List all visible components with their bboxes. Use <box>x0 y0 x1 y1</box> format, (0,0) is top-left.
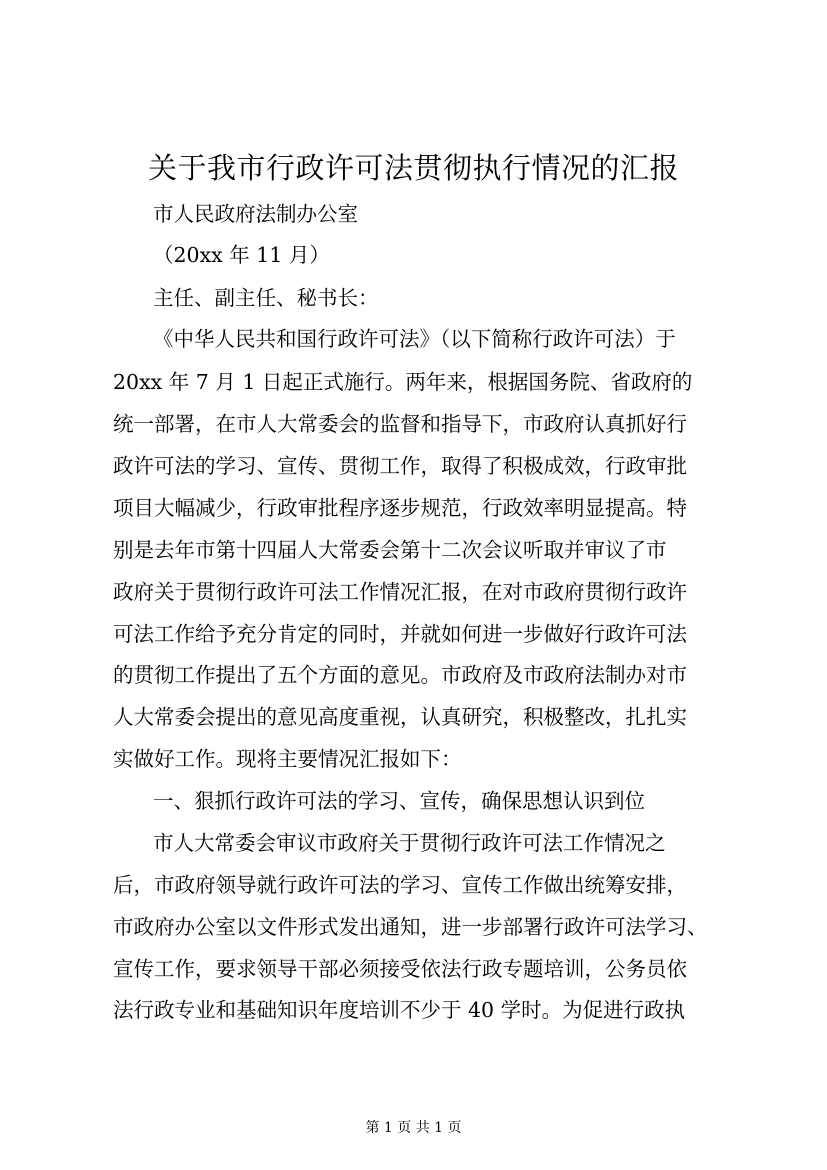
document-title: 关于我市行政许可法贯彻执行情况的汇报 <box>147 151 679 185</box>
salutation-line: 主任、副主任、秘书长： <box>153 286 379 310</box>
paragraph-line: 宣传工作，要求领导干部必须接受依法行政专题培训，公务员依 <box>113 957 687 981</box>
paragraph-line: 法行政专业和基础知识年度培训不少于 40 学时。为促进行政执 <box>113 998 686 1022</box>
paragraph-line: 人大常委会提出的意见高度重视，认真研究，积极整改，扎扎实 <box>113 705 687 729</box>
paragraph-line: 市政府办公室以文件形式发出通知，进一步部署行政许可法学习、 <box>113 915 708 939</box>
page-number: 第 1 页 共 1 页 <box>365 1120 462 1136</box>
paragraph-line: 项目大幅减少，行政审批程序逐步规范，行政效率明显提高。特 <box>113 496 687 520</box>
section-heading: 一、狠抓行政许可法的学习、宣传，确保思想认识到位 <box>153 789 645 813</box>
paragraph-line: 别是去年市第十四届人大常委会第十二次会议听取并审议了市 <box>113 538 667 562</box>
paragraph-line: 20xx 年 7 月 1 日起正式施行。两年来，根据国务院、省政府的 <box>113 370 693 394</box>
paragraph-line: 政许可法的学习、宣传、贯彻工作，取得了积极成效，行政审批 <box>113 454 687 478</box>
paragraph-line: 统一部署，在市人大常委会的监督和指导下，市政府认真抓好行 <box>113 412 687 436</box>
paragraph-line: 《中华人民共和国行政许可法》（以下简称行政许可法）于 <box>153 327 676 351</box>
paragraph-line: 后，市政府领导就行政许可法的学习、宣传工作做出统筹安排， <box>113 873 687 897</box>
paragraph-line: 政府关于贯彻行政许可法工作情况汇报，在对市政府贯彻行政许 <box>113 580 687 604</box>
paragraph-line: 可法工作给予充分肯定的同时，并就如何进一步做好行政许可法 <box>113 622 687 646</box>
paragraph-line: 的贯彻工作提出了五个方面的意见。市政府及市政府法制办对市 <box>113 663 687 687</box>
paragraph-line: 市人大常委会审议市政府关于贯彻行政许可法工作情况之 <box>153 831 666 855</box>
author-line: 市人民政府法制办公室 <box>153 202 358 226</box>
paragraph-line: 实做好工作。现将主要情况汇报如下： <box>113 747 462 771</box>
date-line: （20xx 年 11 月） <box>153 243 330 267</box>
